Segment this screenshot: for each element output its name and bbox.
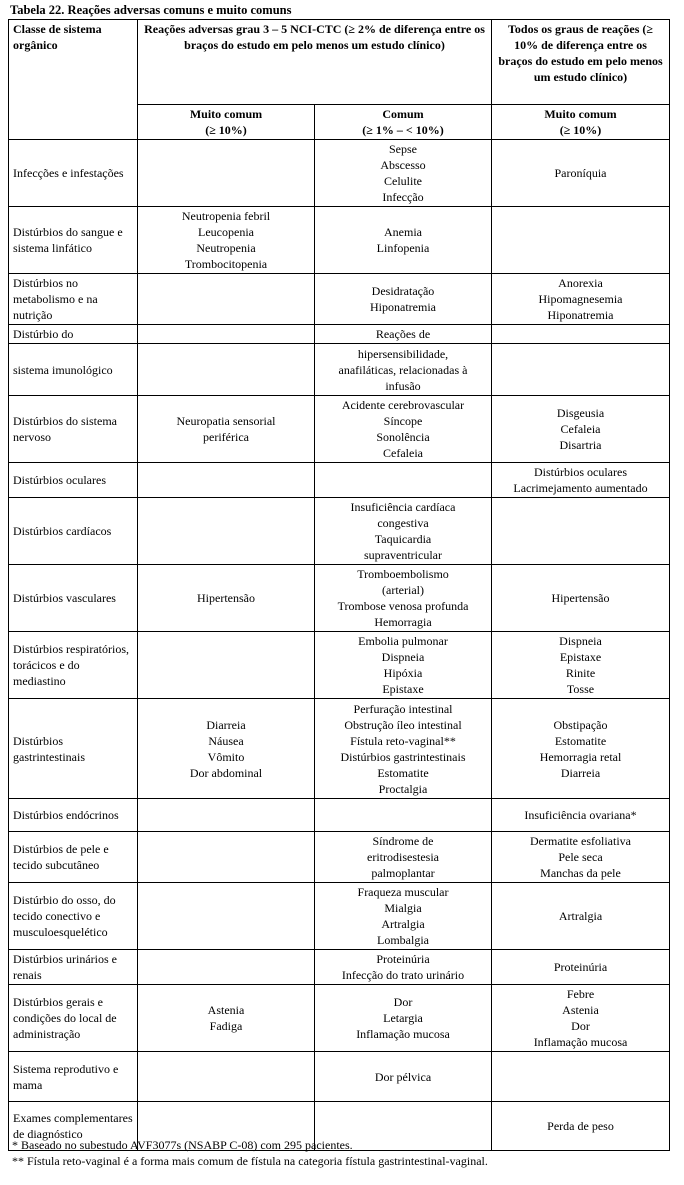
reaction-item: Celulite (384, 174, 422, 188)
grade-very-common-cell (138, 463, 315, 498)
all-grades-cell (492, 832, 670, 883)
reaction-item: Obstrução íleo intestinal (344, 717, 462, 732)
grade-very-common-cell (138, 498, 315, 565)
grade-common-cell (315, 325, 492, 344)
reaction-item: Paroníquia (554, 166, 607, 180)
reaction-item: Diarreia (206, 717, 246, 732)
reaction-item: Inflamação mucosa (356, 1027, 450, 1041)
reaction-item: Dor (393, 995, 413, 1009)
reaction-item: Distúrbios oculares (534, 465, 627, 479)
grade-common-cell (315, 832, 492, 883)
all-grades-cell (492, 699, 670, 799)
footnote: * Baseado no subestudo AVF3077s (NSABP C-08) com 295 pacientes. (12, 1138, 353, 1152)
table-row (9, 985, 670, 1052)
header-sub-label: Comum (382, 107, 424, 121)
grade-very-common-cell (138, 699, 315, 799)
reaction-item: anafiláticas, relacionadas à (338, 362, 468, 377)
organ-class-cell: Distúrbios endócrinos (9, 799, 138, 832)
grade-very-common-cell (138, 325, 315, 344)
table-row (9, 274, 670, 325)
all-grades-cell (492, 274, 670, 325)
reaction-item: palmoplantar (371, 866, 435, 880)
footnotes (12, 1137, 488, 1169)
grade-very-common-cell (138, 140, 315, 207)
reaction-item: Embolia pulmonar (358, 634, 448, 648)
grade-common-cell (315, 565, 492, 632)
grade-very-common-cell (138, 274, 315, 325)
reaction-item: Inflamação mucosa (533, 1035, 628, 1049)
organ-class-cell: Sistema reprodutivo e mama (9, 1052, 138, 1102)
table-row (9, 344, 670, 396)
reaction-item: Dor abdominal (189, 765, 263, 780)
reaction-item: Astenia (207, 1003, 245, 1017)
organ-class-cell: Distúrbios de pele e tecido subcutâneo (9, 832, 138, 883)
reaction-item: Cefaleia (560, 422, 601, 436)
reaction-item: Mialgia (384, 901, 422, 915)
reaction-item: Infecção do trato urinário (341, 968, 465, 982)
header-common-grade (315, 105, 492, 140)
header-grade-3-5: Reações adversas grau 3 – 5 NCI-CTC (≥ 2% de diferença entre os braços do estudo em pelo menos um estudo clínico) (138, 20, 492, 105)
table-row (9, 799, 670, 832)
all-grades-cell (492, 325, 670, 344)
reaction-item: congestiva (377, 516, 429, 530)
table-row (9, 565, 670, 632)
all-grades-cell (492, 985, 670, 1052)
reaction-item: Rinite (565, 666, 596, 680)
reaction-item: Fraqueza muscular (357, 885, 449, 899)
reaction-item: Cefaleia (383, 446, 423, 460)
grade-common-cell (315, 140, 492, 207)
all-grades-cell (492, 396, 670, 463)
reaction-item: Reações de (375, 327, 431, 341)
grade-very-common-cell (138, 1052, 315, 1102)
reaction-item: Astenia (562, 1003, 599, 1017)
table-row (9, 396, 670, 463)
organ-class-cell: Distúrbio do (9, 325, 138, 344)
reaction-item: Dor pélvica (374, 1069, 432, 1084)
reaction-item: Neutropenia febril (181, 209, 271, 223)
reaction-item: Hemorragia retal (539, 749, 622, 764)
table-row (9, 832, 670, 883)
organ-class-cell: Distúrbios do sangue e sistema linfático (9, 207, 138, 274)
table-row (9, 883, 670, 950)
table-row (9, 207, 670, 274)
reaction-item: hipersensibilidade, (357, 346, 449, 361)
table-title: Tabela 22. Reações adversas comuns e muito comuns (10, 3, 292, 17)
grade-very-common-cell (138, 883, 315, 950)
reaction-item: Pele seca (558, 850, 603, 864)
reaction-item: eritrodisestesia (367, 850, 439, 864)
reaction-item: Neutropenia (196, 241, 256, 255)
reaction-item: Estomatite (377, 765, 429, 780)
reaction-item: Diarreia (560, 765, 601, 780)
reaction-item: Linfopenia (376, 241, 430, 255)
all-grades-cell (492, 498, 670, 565)
reaction-item: Fadiga (209, 1019, 243, 1033)
grade-common-cell (315, 274, 492, 325)
reaction-item: Vômito (207, 749, 245, 764)
reaction-item: Artralgia (381, 917, 425, 931)
grade-common-cell (315, 344, 492, 396)
reaction-item: Acidente cerebrovascular (341, 398, 465, 412)
organ-class-cell: Distúrbios respiratórios, torácicos e do mediastino (9, 632, 138, 699)
grade-very-common-cell (138, 799, 315, 832)
reaction-item: Epistaxe (382, 682, 424, 696)
reaction-item: periférica (203, 430, 249, 444)
reaction-item: Disgeusia (556, 406, 605, 420)
reaction-item: Infecção (382, 190, 424, 204)
reaction-item: Hipomagnesemia (538, 292, 623, 306)
reaction-item: Trombose venosa profunda (337, 599, 469, 613)
reaction-item: Trombocitopenia (184, 257, 268, 271)
all-grades-cell (492, 1052, 670, 1102)
reaction-item: Obstipação (553, 717, 608, 732)
grade-very-common-cell (138, 950, 315, 985)
organ-class-cell: Distúrbios urinários e renais (9, 950, 138, 985)
reaction-item: Distúrbios gastrintestinais (340, 749, 466, 764)
table-row (9, 1052, 670, 1102)
organ-class-cell: Distúrbios cardíacos (9, 498, 138, 565)
grade-common-cell (315, 799, 492, 832)
grade-common-cell (315, 207, 492, 274)
reaction-item: Proctalgia (378, 781, 428, 796)
reaction-item: Disartria (559, 438, 602, 452)
all-grades-cell (492, 344, 670, 396)
grade-very-common-cell (138, 396, 315, 463)
reaction-item: Neuropatia sensorial (176, 414, 276, 428)
footnote: ** Fístula reto-vaginal é a forma mais comum de fístula na categoria fístula gastrintestinal-vaginal. (12, 1154, 488, 1168)
grade-very-common-cell (138, 565, 315, 632)
reaction-item: Náusea (208, 733, 244, 748)
reaction-item: Fístula reto-vaginal** (350, 733, 456, 748)
grade-very-common-cell (138, 632, 315, 699)
reaction-item: Hipertensão (197, 591, 255, 605)
reaction-item: infusão (385, 378, 421, 393)
organ-class-cell: Distúrbios gastrintestinais (9, 699, 138, 799)
grade-common-cell (315, 699, 492, 799)
reaction-item: Sepse (389, 142, 417, 156)
organ-class-cell: Distúrbios oculares (9, 463, 138, 498)
reaction-item: Insuficiência cardíaca (350, 500, 456, 514)
reaction-item: supraventricular (364, 548, 442, 562)
header-sub-range: (≥ 10%) (559, 123, 602, 137)
reaction-item: Hiponatremia (547, 308, 614, 322)
header-sub-range: (≥ 10%) (205, 123, 247, 137)
grade-common-cell (315, 463, 492, 498)
reaction-item: Dispneia (559, 634, 602, 648)
reaction-item: Proteinúria (376, 952, 430, 966)
reaction-item: Lacrimejamento aumentado (513, 481, 648, 495)
table-row (9, 632, 670, 699)
reaction-item: Desidratação (371, 284, 435, 298)
all-grades-cell (492, 632, 670, 699)
header-all-grades: Todos os graus de reações (≥ 10% de diferença entre os braços do estudo em pelo menos um estudo clínico) (492, 20, 670, 105)
reaction-item: Letargia (383, 1011, 423, 1025)
reaction-item: Febre (566, 987, 595, 1001)
reaction-item: Tromboembolismo (357, 567, 449, 581)
header-sub-range: (≥ 1% – < 10%) (362, 123, 444, 137)
reaction-item: Perda de peso (547, 1119, 614, 1133)
organ-class-cell: Distúrbios vasculares (9, 565, 138, 632)
grade-very-common-cell (138, 832, 315, 883)
reaction-item: Insuficiência ovariana* (524, 808, 637, 822)
grade-common-cell (315, 396, 492, 463)
grade-common-cell (315, 632, 492, 699)
reaction-item: Dermatite esfoliativa (530, 834, 631, 848)
organ-class-cell: Distúrbios gerais e condições do local de administração (9, 985, 138, 1052)
table-row (9, 325, 670, 344)
header-very-common-all (492, 105, 670, 140)
organ-class-cell: Distúrbios no metabolismo e na nutrição (9, 274, 138, 325)
reaction-item: Taquicardia (374, 532, 432, 546)
organ-class-cell: sistema imunológico (9, 344, 138, 396)
reaction-item: Hemorragia (374, 615, 432, 629)
header-very-common-grade (138, 105, 315, 140)
reaction-item: Abscesso (380, 158, 426, 172)
adverse-reactions-table (8, 19, 670, 1151)
table-row (9, 950, 670, 985)
reaction-item: Dispneia (381, 650, 425, 664)
reaction-item: Sonolência (376, 430, 430, 444)
reaction-item: Perfuração intestinal (353, 701, 453, 716)
grade-very-common-cell (138, 344, 315, 396)
all-grades-cell (492, 950, 670, 985)
organ-class-cell: Distúrbio do osso, do tecido conectivo e musculoesquelético (9, 883, 138, 950)
reaction-item: Hipertensão (551, 591, 610, 605)
header-sub-label: Muito comum (189, 107, 263, 121)
all-grades-cell (492, 207, 670, 274)
reaction-item: Leucopenia (198, 225, 254, 239)
reaction-item: Artralgia (558, 909, 603, 923)
all-grades-cell (492, 140, 670, 207)
table-row (9, 463, 670, 498)
table-row (9, 140, 670, 207)
all-grades-cell (492, 1102, 670, 1151)
header-sub-label: Muito comum (544, 107, 617, 121)
reaction-item: Hipóxia (383, 666, 423, 680)
grade-common-cell (315, 498, 492, 565)
all-grades-cell (492, 565, 670, 632)
grade-very-common-cell (138, 207, 315, 274)
grade-common-cell (315, 883, 492, 950)
reaction-item: Epistaxe (559, 650, 602, 664)
table-row (9, 498, 670, 565)
reaction-item: Síncope (383, 414, 423, 428)
reaction-item: Tosse (566, 682, 595, 696)
all-grades-cell (492, 883, 670, 950)
reaction-item: Proteinúria (553, 960, 608, 974)
organ-class-cell: Exames complementares de diagnóstico (9, 1102, 138, 1151)
reaction-item: Anemia (384, 225, 422, 239)
reaction-item: Dor (571, 1019, 590, 1033)
table-row (9, 699, 670, 799)
grade-common-cell (315, 985, 492, 1052)
reaction-item: Hiponatremia (370, 300, 436, 314)
reaction-item: Manchas da pele (540, 866, 621, 880)
organ-class-cell: Distúrbios do sistema nervoso (9, 396, 138, 463)
grade-common-cell (315, 950, 492, 985)
grade-very-common-cell (138, 985, 315, 1052)
organ-class-cell: Infecções e infestações (9, 140, 138, 207)
header-class-column: Classe de sistema orgânico (9, 20, 138, 140)
reaction-item: Síndrome de (372, 834, 434, 848)
all-grades-cell (492, 463, 670, 498)
all-grades-cell (492, 799, 670, 832)
reaction-item: Estomatite (554, 733, 607, 748)
reaction-item: Anorexia (558, 276, 603, 290)
grade-common-cell (315, 1052, 492, 1102)
reaction-item: Lombalgia (377, 933, 429, 947)
reaction-item: (arterial) (382, 583, 424, 597)
